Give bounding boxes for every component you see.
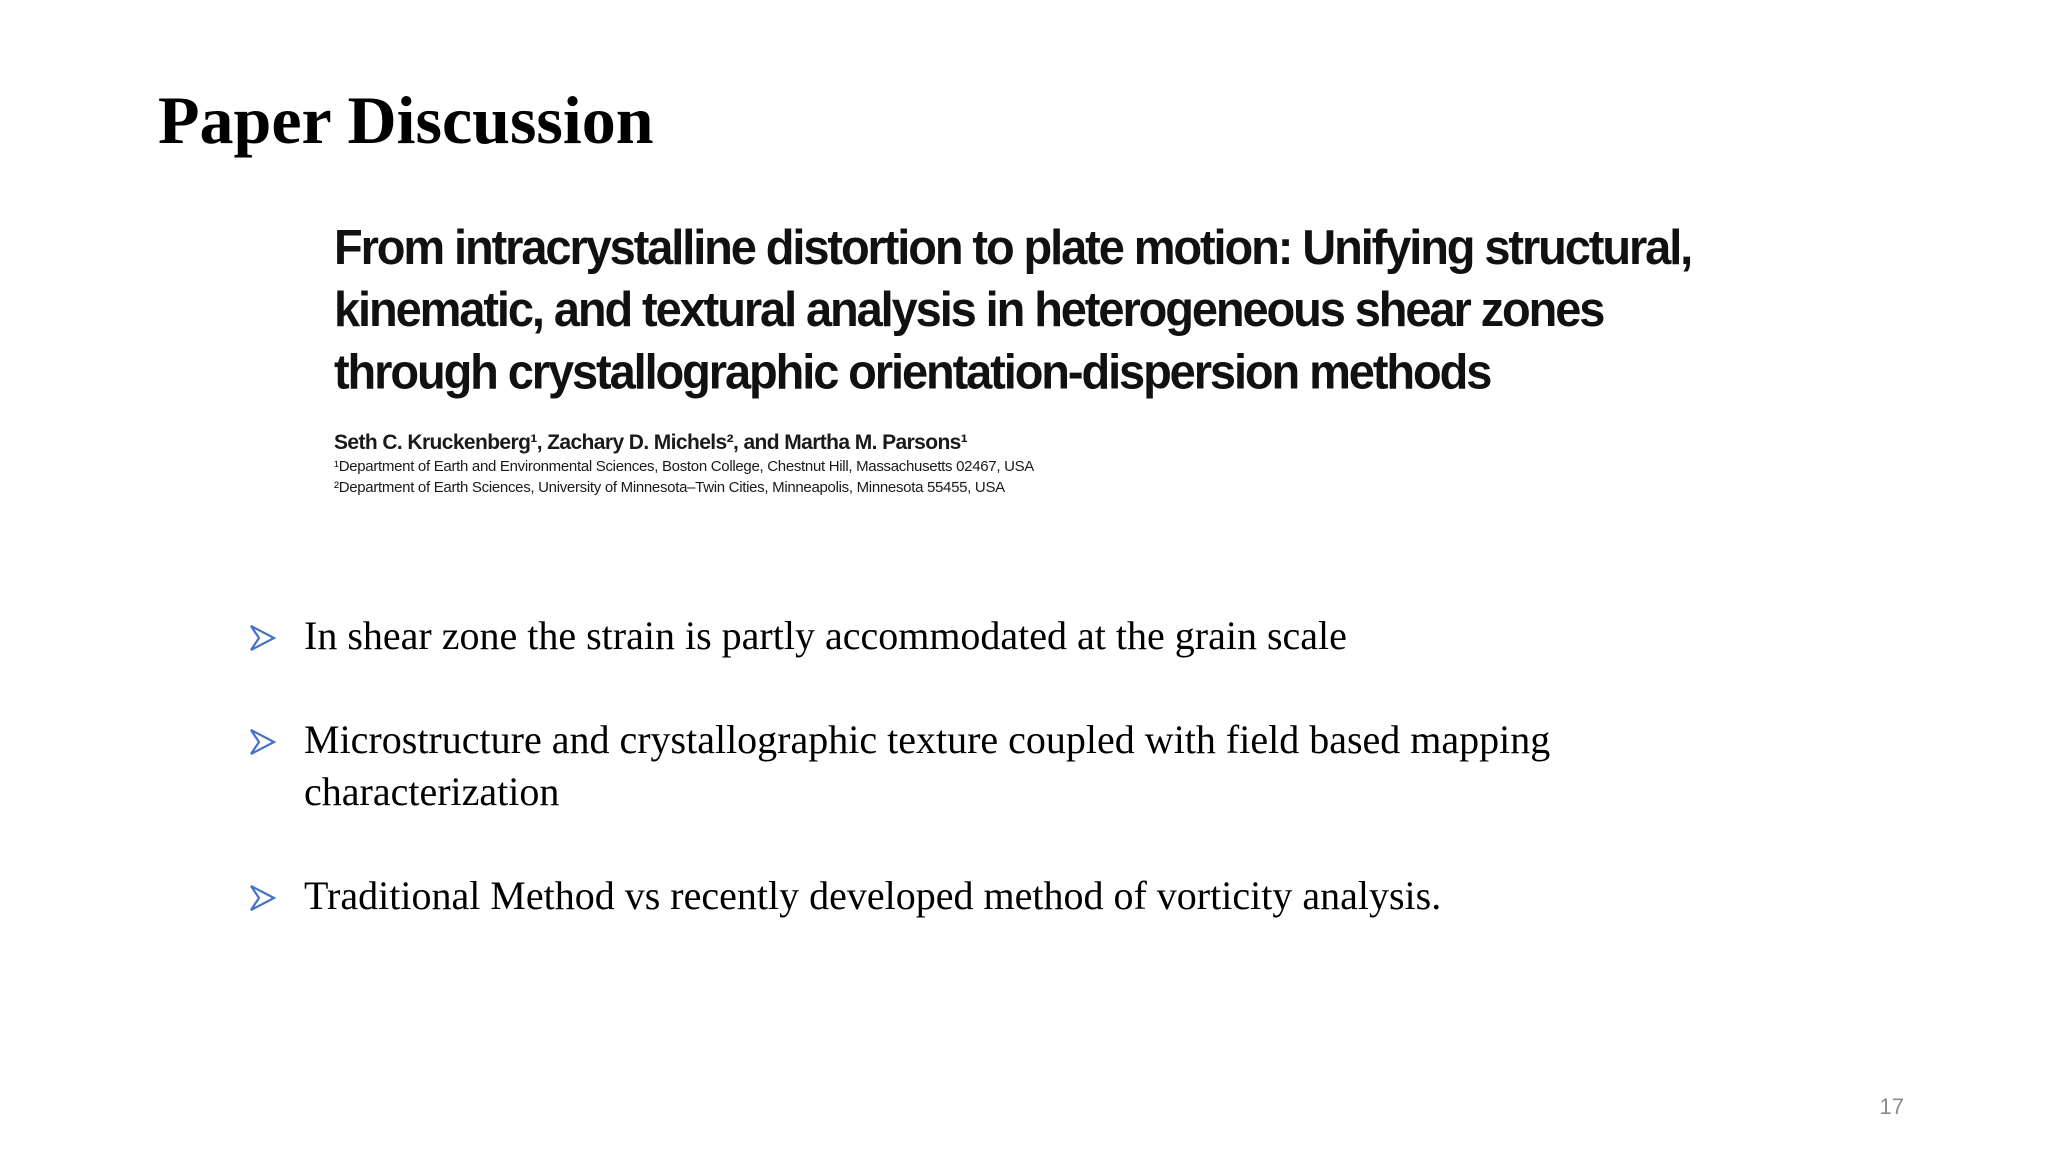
paper-header-image [334, 216, 1734, 496]
paper-affiliation: ²Department of Earth Sciences, University of Minnesota–Twin Cities, Minneapolis, Minnesota 55455, USA [334, 479, 1005, 496]
arrowhead-bullet-icon [248, 884, 276, 912]
bullet-text: Traditional Method vs recently developed method of vorticity analysis. [304, 873, 1442, 918]
arrowhead-bullet-icon [248, 624, 276, 652]
bullet-text: In shear zone the strain is partly accommodated at the grain scale [304, 613, 1347, 658]
bullet-item [248, 870, 1808, 922]
bullet-item [248, 610, 1808, 662]
bullet-list [248, 610, 1808, 922]
paper-title-line: From intracrystalline distortion to plate motion: Unifying structural, [334, 219, 1692, 275]
slide-title: Paper Discussion [158, 82, 654, 158]
paper-title-line: kinematic, and textural analysis in heterogeneous shear zones [334, 281, 1604, 337]
bullet-text: Microstructure and crystallographic texture coupled with field based mapping characterization [304, 717, 1551, 814]
paper-title-line: through crystallographic orientation-dispersion methods [334, 343, 1491, 400]
bullet-item [248, 714, 1808, 818]
page-number: 17 [1879, 1094, 1904, 1119]
paper-affiliation: ¹Department of Earth and Environmental Sciences, Boston College, Chestnut Hill, Massachusetts 02467, USA [334, 458, 1035, 475]
arrowhead-bullet-icon [248, 728, 276, 756]
paper-authors: Seth C. Kruckenberg¹, Zachary D. Michels², and Martha M. Parsons¹ [334, 431, 968, 454]
paper-title [334, 216, 1734, 403]
